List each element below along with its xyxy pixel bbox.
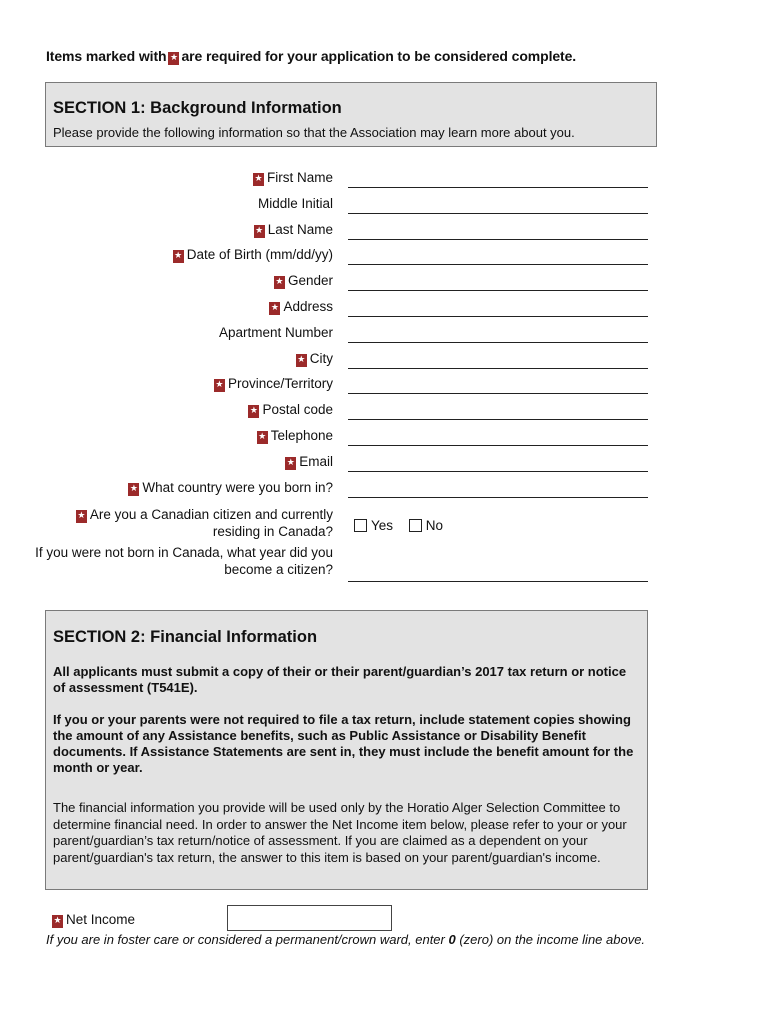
field-label: ★ Email xyxy=(286,453,333,469)
citizen-year-field[interactable] xyxy=(348,581,648,582)
assistance-statement-instruction: If you or your parents were not required to file a tax return, include statement copies showing the amount of any Assistance benefits, such as Public Assistance or Disability Benefit documents. If Assistance Statements are sent in, they must include the benefit amount for the month or year. xyxy=(53,712,634,775)
no-checkbox[interactable] xyxy=(409,519,422,532)
field-label: ★ Address xyxy=(270,299,333,314)
field-label: ★ Postal code xyxy=(249,402,333,418)
field-input-province-territory[interactable] xyxy=(348,393,648,394)
tax-return-instruction: All applicants must submit a copy of their or their parent/guardian’s 2017 tax return or notice of assessment (T541E). xyxy=(53,664,627,695)
net-income-input[interactable] xyxy=(227,905,392,931)
field-input-what-country-were-you-born-in[interactable] xyxy=(348,497,648,498)
required-star-icon: ★ xyxy=(286,457,295,468)
required-star-icon: ★ xyxy=(249,406,258,417)
required-star-icon: ★ xyxy=(169,53,178,63)
field-label: ★ City xyxy=(297,350,333,366)
required-star-icon: ★ xyxy=(297,354,306,365)
citizen-year-label: If you were not born in Canada, what year did you become a citizen? xyxy=(35,545,333,577)
field-label: ★ Telephone xyxy=(258,428,333,443)
required-star-icon: ★ xyxy=(270,303,279,313)
section-1-subtitle: Please provide the following information so that the Association may learn more about you. xyxy=(53,125,575,140)
citizen-yes-option[interactable]: Yes xyxy=(354,518,393,533)
field-label: Middle Initial xyxy=(257,195,333,211)
section-2-title: SECTION 2: Financial Information xyxy=(53,628,318,646)
field-input-middle-initial[interactable] xyxy=(348,213,648,214)
field-row-telephone xyxy=(0,424,770,444)
field-row-middle-initial xyxy=(0,192,770,212)
yes-checkbox[interactable] xyxy=(354,519,367,532)
field-row-last-name xyxy=(0,218,770,238)
required-star-icon: ★ xyxy=(174,251,183,262)
notice-suffix: are required for your application to be considered complete. xyxy=(181,48,577,64)
required-star-icon: ★ xyxy=(215,380,224,391)
field-input-date-of-birth-mm-dd-yy[interactable] xyxy=(348,264,648,265)
field-input-city[interactable] xyxy=(348,368,648,369)
field-row-province-territory xyxy=(0,372,770,392)
section-1-header xyxy=(45,82,657,147)
field-label: ★ Date of Birth (mm/dd/yy) xyxy=(174,247,333,263)
field-input-telephone[interactable] xyxy=(348,445,648,446)
field-row-city xyxy=(0,347,770,367)
field-row-date-of-birth-mm-dd-yy xyxy=(0,243,770,263)
citizen-question-label: ★ Are you a Canadian citizen and currently residing in Canada? xyxy=(77,507,333,539)
field-input-first-name[interactable] xyxy=(348,187,648,188)
field-input-address[interactable] xyxy=(348,316,648,317)
required-star-icon: ★ xyxy=(129,483,138,494)
field-input-postal-code[interactable] xyxy=(348,419,648,420)
field-row-email xyxy=(0,450,770,470)
field-label: ★ First Name xyxy=(254,170,333,185)
net-income-label: ★ Net Income xyxy=(53,912,136,927)
field-label: ★ Gender xyxy=(275,273,333,289)
field-label: Apartment Number xyxy=(218,324,333,340)
required-star-icon: ★ xyxy=(275,277,284,288)
foster-care-note: If you are in foster care or considered a permanent/crown ward, enter 0 (zero) on the income line above. xyxy=(46,932,646,947)
field-row-postal-code xyxy=(0,398,770,418)
field-row-what-country-were-you-born-in xyxy=(0,476,770,496)
field-input-apartment-number[interactable] xyxy=(348,342,648,343)
field-label: ★ Last Name xyxy=(255,221,333,237)
field-row-address xyxy=(0,295,770,315)
field-input-email[interactable] xyxy=(348,471,648,472)
section-1-title: SECTION 1: Background Information xyxy=(53,99,342,117)
citizen-no-option[interactable]: No xyxy=(409,518,443,533)
field-row-first-name xyxy=(0,166,770,186)
required-star-icon: ★ xyxy=(77,511,86,521)
field-label: ★ What country were you born in? xyxy=(129,479,333,495)
citizen-year-row xyxy=(0,540,770,580)
citizen-options xyxy=(354,518,455,533)
field-row-apartment-number xyxy=(0,321,770,341)
field-row-gender xyxy=(0,269,770,289)
field-label: ★ Province/Territory xyxy=(215,376,333,392)
required-star-icon: ★ xyxy=(258,432,267,442)
field-input-gender[interactable] xyxy=(348,290,648,291)
notice-prefix: Items marked with xyxy=(46,48,167,64)
required-star-icon: ★ xyxy=(255,225,264,236)
required-star-icon: ★ xyxy=(53,916,62,926)
financial-info-note: The financial information you provide will be used only by the Horatio Alger Selection Committee to determine financial need. In order to answer the Net Income item below, please refer to your or your parent/guardian’s tax return/notice of assessment. If you are claimed as a dependent on your parent/guardian's tax return, the answer to this item is based on your parent/guardian's income. xyxy=(53,800,627,865)
required-items-notice xyxy=(46,48,576,65)
field-input-last-name[interactable] xyxy=(348,239,648,240)
section-2-box xyxy=(45,610,648,890)
required-star-icon: ★ xyxy=(254,174,263,184)
